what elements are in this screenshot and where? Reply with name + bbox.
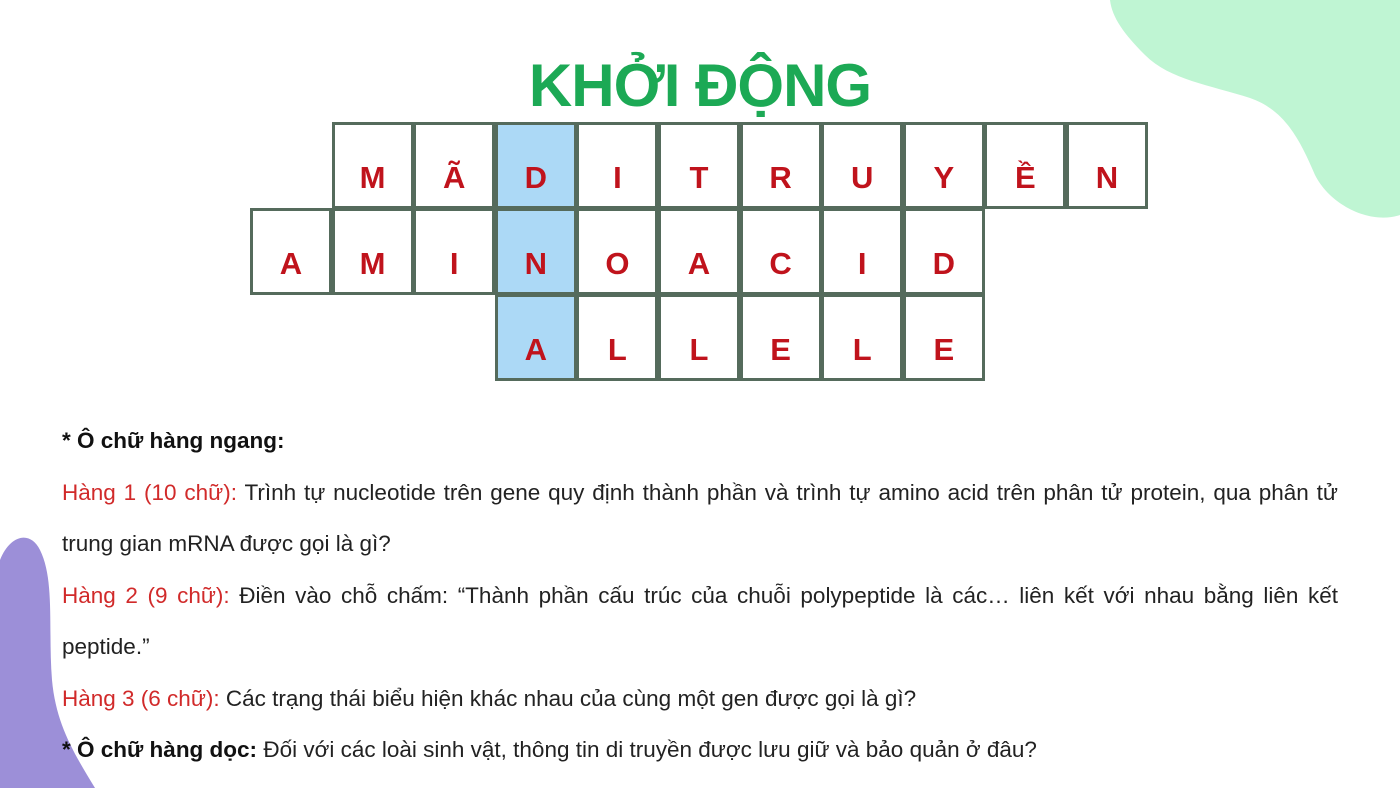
crossword-cell-r2-c9: D	[903, 208, 985, 295]
crossword-cell-r2-c2: M	[332, 208, 414, 295]
crossword-cell-r3-c9: E	[903, 294, 985, 381]
crossword-cell-r2-c7: C	[740, 208, 822, 295]
clue-row-1	[62, 467, 1338, 570]
horizontal-clues-header	[62, 415, 1338, 467]
crossword-cell-r1-c10: Ề	[984, 122, 1066, 209]
crossword-cell-r3-c4: A	[495, 294, 577, 381]
crossword-cell-r2-c6: A	[658, 208, 740, 295]
crossword-cell-r1-c6: T	[658, 122, 740, 209]
clue-row-2-text: Điền vào chỗ chấm: “Thành phần cấu trúc của chuỗi polypeptide là các… liên kết với nhau bằng liên kết peptide.”	[62, 582, 1339, 659]
vertical-clue-text: Đối với các loài sinh vật, thông tin di truyền được lưu giữ và bảo quản ở đâu?	[257, 737, 1037, 762]
crossword-cell-r2-c8: I	[821, 208, 903, 295]
clue-row-2	[62, 570, 1338, 673]
vertical-clue	[62, 724, 1338, 776]
crossword-cell-r2-c4: N	[495, 208, 577, 295]
clue-row-1-label: Hàng 1 (10 chữ):	[62, 479, 237, 505]
crossword-cell-r1-c8: U	[821, 122, 903, 209]
crossword-cell-r3-c7: E	[740, 294, 822, 381]
crossword-cell-r1-c7: R	[740, 122, 822, 209]
crossword-cell-r1-c2: M	[332, 122, 414, 209]
horizontal-header-text: * Ô chữ hàng ngang:	[62, 428, 285, 453]
crossword-cell-r1-c3: Ã	[413, 122, 495, 209]
clue-row-3-label: Hàng 3 (6 chữ):	[62, 685, 220, 711]
crossword-cell-r2-c3: I	[413, 208, 495, 295]
page-title: KHỞI ĐỘNG	[528, 52, 872, 119]
crossword-cell-r3-c8: L	[821, 294, 903, 381]
clues-section	[62, 415, 1338, 776]
crossword-cell-r3-c6: L	[658, 294, 740, 381]
clue-row-1-text: Trình tự nucleotide trên gene quy định thành phần và trình tự amino acid trên phân tử protein, qua phân tử trung gian mRNA được gọi là gì?	[62, 479, 1338, 556]
crossword-cell-r2-c5: O	[576, 208, 658, 295]
crossword-cell-r1-c11: N	[1066, 122, 1148, 209]
clue-row-2-label: Hàng 2 (9 chữ):	[62, 582, 230, 608]
crossword-cell-r1-c5: I	[576, 122, 658, 209]
crossword-cell-r2-c1: A	[250, 208, 332, 295]
vertical-clue-header: * Ô chữ hàng dọc:	[62, 737, 258, 762]
clue-row-3	[62, 673, 1338, 725]
crossword-cell-r3-c5: L	[576, 294, 658, 381]
crossword-cell-r1-c9: Y	[903, 122, 985, 209]
clue-row-3-text: Các trạng thái biểu hiện khác nhau của cùng một gen được gọi là gì?	[219, 685, 917, 711]
crossword-cell-r1-c4: D	[495, 122, 577, 209]
